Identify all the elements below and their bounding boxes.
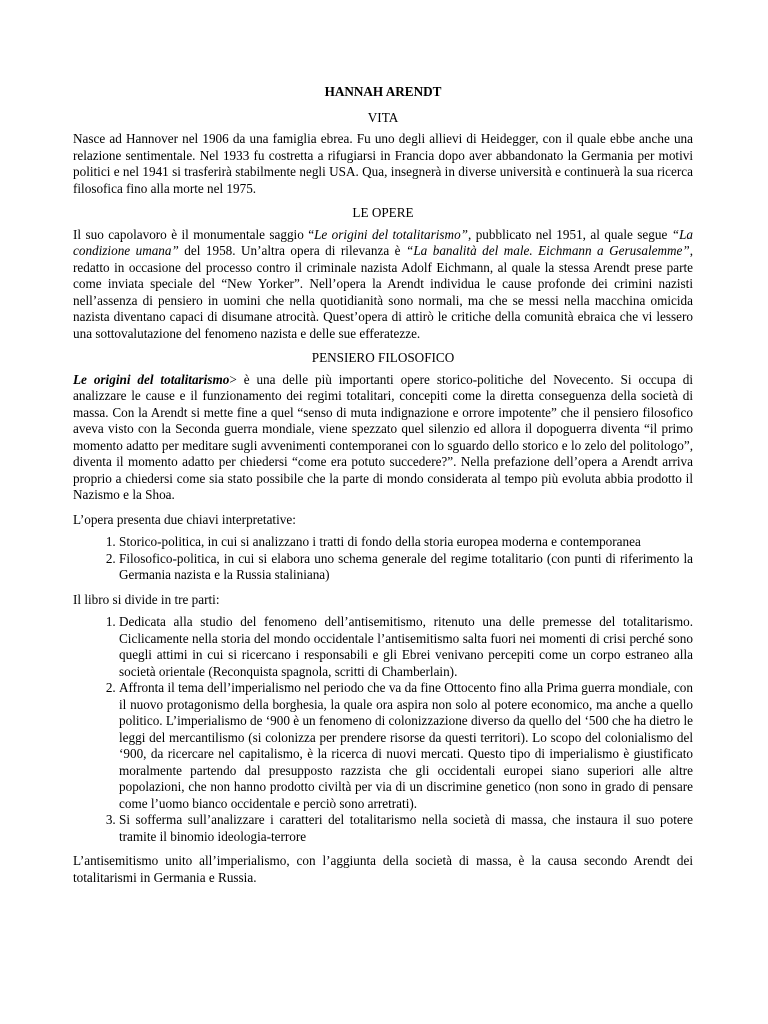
vita-paragraph: Nasce ad Hannover nel 1906 da una famiglia ebrea. Fu uno degli allievi di Heidegger, con il quale ebbe anche una relazione sentimentale. Nel 1933 fu costretta a rifugiarsi in Francia dopo aver abbandonato la Germania per motivi politici e nel 1941 si trasferirà stabilmente negli USA. Qua, insegnerà in diverse università e continuerà la sua ricerca filosofica fino alla morte nel 1975. — [73, 131, 693, 196]
opere-text-c: , pubblicato nel 1951, al quale segue — [468, 226, 672, 242]
section-heading-vita: VITA — [367, 109, 399, 125]
document-title: HANNAH ARENDT — [324, 84, 442, 99]
list-item: 1. Dedicata alla studio del fenomeno dell’antisemitismo, ritenuto una delle premesse del totalitarismo. Ciclicamente nella storia del mondo occidentale l’antisemitismo salta fuori nei momenti di crisi perché sono quegli attimi in cui si ricercano i responsabili e gli Ebrei venivano percepiti come un corpo estraneo alla società orientale (Reconquista spagnola, scritti di Chamberlain). — [119, 614, 693, 680]
pensiero-text: > è una delle più importanti opere storico-politiche del Novecento. Si occupa di analizzare le cause e il funzionamento dei regimi totalitari, concepiti come la diretta conseguenza della società di massa. Con la Arendt si mette fine a quel “senso di muta indignazione e orrore impotente” che il pensiero filosofico aveva visto con la Seconda guerra mondiale, viene spezzato quel silenzio ed allora il dopoguerra diventa “il primo momento adatto per meditare sugli avvenimenti contemporanei con lo sguardo dello storico e lo zelo del politologo”, diventa il momento adatto per chiedersi “come era potuto succedere?”. Nella prefazione dell’opera a Arendt arriva proprio a chiedersi come sia stato possibile che la parte di mondo considerata al tempo più evoluta abbia prodotto il Nazismo e la Shoa. — [73, 371, 694, 502]
opere-paragraph — [73, 227, 693, 343]
opere-title-condizione: “La condizione umana” — [73, 226, 693, 258]
pensiero-book-title: Le origini del totalitarismo — [73, 371, 230, 387]
list-item: 2. Affronta il tema dell’imperialismo nel periodo che va da fine Ottocento fino alla Prima guerra mondiale, con il nuovo protagonismo della borghesia, la quale ora aspira non solo al potere economico, ma anche a quello politico. L’imperialismo de ‘900 è un fenomeno di colonizzazione diverso da quello del ‘500 che ha dietro le leggi del mercantilismo (si colonizza per prendere risorse da questi territori). Lo scopo del colonialismo del ‘900, da ricercare nel capitalismo, è la ricerca di nuovi mercati. Questo tipo di imperialismo è giustificato moralmente partendo dal presupposto razzista che gli occidentali europei siano superiori alle altre popolazioni, che non hanno prodotto civiltà per via di un discrimine genetico (non sono in grado di pensare come l’uomo bianco occidentale e perciò sono arretrati). — [119, 680, 693, 812]
list-item: 3. Si sofferma sull’analizzare i caratteri del totalitarismo nella società di massa, che instaura il suo potere tramite il binomio ideologia-terrore — [119, 812, 693, 845]
list-item: 1. Storico-politica, in cui si analizzano i tratti di fondo della storia europea moderna e contemporanea — [119, 534, 693, 551]
section-heading-opere: LE OPERE — [352, 205, 414, 220]
document-page — [73, 84, 693, 890]
conclusion-paragraph: L’antisemitismo unito all’imperialismo, con l’aggiunta della società di massa, è la causa secondo Arendt dei totalitarismi in Germania e Russia. — [73, 853, 693, 885]
pensiero-paragraph — [73, 372, 693, 504]
opere-text-e: del 1958. Un’altra opera di rilevanza è — [178, 243, 406, 258]
parts-list — [73, 614, 693, 845]
opere-text-a: Il suo capolavoro è il monumentale saggio “ — [73, 226, 315, 242]
opere-title-banalita: “La banalità del male. Eichmann a Gerusalemme” — [406, 243, 690, 258]
parts-intro: Il libro si divide in tre parti: — [73, 591, 220, 607]
section-heading-pensiero: PENSIERO FILOSOFICO — [311, 350, 455, 365]
keys-list — [73, 534, 693, 584]
opere-title-origini: Le origini del totalitarismo” — [314, 226, 468, 242]
opere-text-g: , redatto in occasione del processo contro il criminale nazista Adolf Eichmann, al quale la stessa Arendt prese parte come inviata speciale del “New Yorker”. Nell’opera la Arendt individua le cause profonde dei crimini nazisti nell’assenza di pensiero in uomini che nella quotidianità sono normali, ma che se messi nella macchina omicida nazista diventano capaci di disumane atrocità. Quest’opera di attirò le critiche della comunità ebraica che vi lessero una sottovalutazione del fenomeno nazista e delle sue efferatezze. — [73, 243, 693, 341]
keys-intro: L’opera presenta due chiavi interpretative: — [73, 511, 296, 527]
list-item: 2. Filosofico-politica, in cui si elabora uno schema generale del regime totalitario (con punti di riferimento la Germania nazista e la Russia staliniana) — [119, 551, 693, 584]
